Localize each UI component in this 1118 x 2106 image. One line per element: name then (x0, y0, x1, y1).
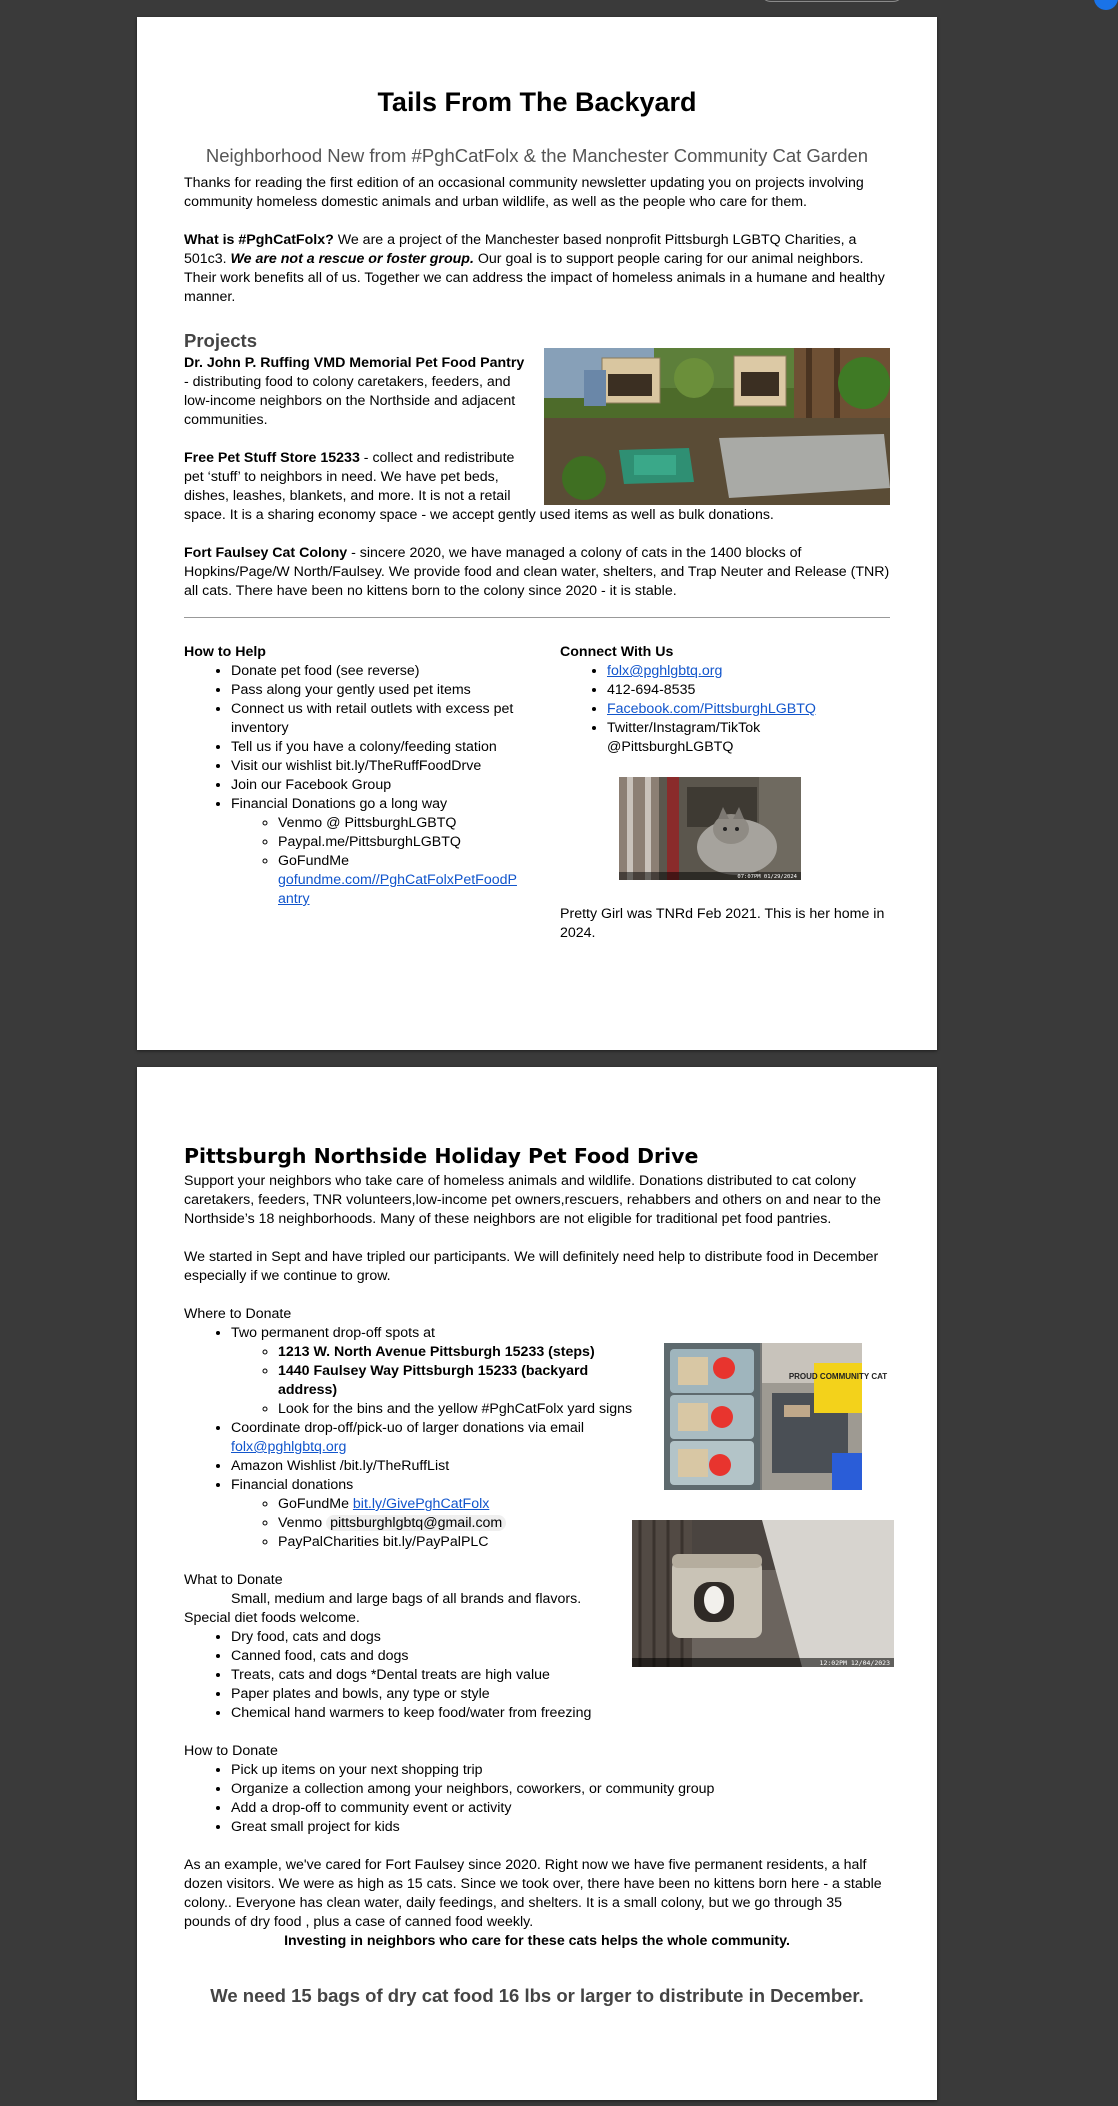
connect-list (560, 662, 830, 757)
list-item (607, 700, 830, 719)
coordinate-text: Coordinate drop-off/pick-uo of larger donations via email (231, 1420, 585, 1436)
food-drive-intro: Support your neighbors who take care of homeless animals and wildlife. Donations distributed to cat colony caretakers, feeders, TNR volunteers,low-income pet owners,rescuers, rehabbers and others on and near to the Northside’s 18 neighborhoods. Many of these neighbors are not eligible for traditional pet food pantries. (184, 1173, 881, 1227)
list-item: ◦ Look for the bins and the yellow #PghCatFolx yard signs (278, 1400, 890, 1419)
list-item: • Twitter/Instagram/TikTok @PittsburghLGBTQ (607, 719, 830, 757)
photo-timestamp: 07:07PM 01/29/2024 (737, 874, 797, 880)
address-2: 1440 Faulsey Way Pittsburgh 15233 (backyard address) (278, 1363, 589, 1398)
project1-title: Dr. John P. Ruffing VMD Memorial Pet Food Pantry (184, 355, 525, 371)
list-item: • Add a drop-off to community event or activity (231, 1799, 890, 1818)
list-item (231, 1419, 611, 1457)
where-to-donate-heading: Where to Donate (184, 1306, 292, 1322)
not-rescue-emphasis: We are not a rescue or foster group. (230, 251, 474, 267)
what-is-label: What is #PghCatFolx? (184, 232, 334, 248)
list-item: • Tell us if you have a colony/feeding station (231, 738, 524, 757)
list-item: • Chemical hand warmers to keep food/water from freezing (231, 1704, 890, 1723)
list-item: • Canned food, cats and dogs (231, 1647, 890, 1666)
list-item (278, 1495, 890, 1514)
list-item: • Join our Facebook Group (231, 776, 524, 795)
list-item: • Donate pet food (see reverse) (231, 662, 524, 681)
list-item (607, 662, 830, 681)
what-is-text-1: We are a project of the Manchester based nonprofit Pittsburgh LGBTQ Charities, a 501c3. (184, 232, 857, 267)
cat-garden-shelters-photo (544, 348, 890, 505)
venmo-label: Venmo (278, 1515, 327, 1531)
list-item: • Treats, cats and dogs *Dental treats are high value (231, 1666, 890, 1685)
newsletter-subtitle: Neighborhood New from #PghCatFolx & the Manchester Community Cat Garden (205, 145, 869, 166)
yard-sign-text: PROUD COMMUNITY CAT (788, 1372, 888, 1381)
list-item (278, 1362, 598, 1400)
how-to-donate-list (184, 1761, 890, 1837)
list-item: • Organize a collection among your neighbors, coworkers, or community group (231, 1780, 890, 1799)
venmo-email-chip[interactable]: pittsburghlgbtq@gmail.com (326, 1515, 506, 1531)
connect-section (560, 643, 900, 943)
donation-bins-photo (664, 1343, 888, 1490)
special-diet-text: Special diet foods welcome. (184, 1610, 360, 1626)
viewer-corner-button[interactable] (1094, 0, 1118, 10)
how-to-help-heading: How to Help (184, 644, 266, 660)
financial-label: Financial donations (231, 1477, 354, 1493)
dry-food-need-statement: We need 15 bags of dry cat food 16 lbs or larger to distribute in December. (210, 1985, 864, 2006)
projects-heading: Projects (184, 330, 258, 351)
list-item: • Dry food, cats and dogs (231, 1628, 890, 1647)
financial-donations-label: Financial Donations go a long way (231, 796, 448, 812)
viewer-toolbar-pill[interactable] (760, 0, 904, 2)
how-to-help-list (184, 662, 524, 909)
how-to-donate-heading: How to Donate (184, 1743, 278, 1759)
project3-title: Fort Faulsey Cat Colony (184, 545, 348, 561)
list-item: • Pass along your gently used pet items (231, 681, 524, 700)
coordinate-email-link[interactable]: folx@pghlgbtq.org (231, 1439, 347, 1455)
document-page-2 (137, 1067, 937, 2100)
gofundme-label: GoFundMe (278, 1496, 353, 1512)
pretty-girl-caption: Pretty Girl was TNRd Feb 2021. This is her home in 2024. (560, 906, 885, 941)
project-fort-faulsey (184, 544, 890, 601)
newsletter-title: Tails From The Backyard (377, 87, 697, 117)
food-drive-started: We started in Sept and have tripled our participants. We will definitely need help to distribute food in December especially if we continue to grow. (184, 1249, 879, 1284)
email-link[interactable]: folx@pghlgbtq.org (607, 663, 723, 679)
gofundme-link[interactable]: gofundme.com//PghCatFolxPetFoodPantry (278, 872, 517, 907)
list-item: • Amazon Wishlist /bit.ly/TheRuffList (231, 1457, 890, 1476)
gofundme-link[interactable]: bit.ly/GivePghCatFolx (352, 1496, 490, 1512)
list-item: ◦ Paypal.me/PittsburghLGBTQ (278, 833, 524, 852)
project2-title: Free Pet Stuff Store 15233 (184, 450, 360, 466)
list-item (278, 852, 524, 909)
what-is-paragraph (184, 231, 890, 307)
dropoff-label: Two permanent drop-off spots at (231, 1325, 435, 1341)
donation-methods-list (231, 814, 524, 909)
document-page-1 (137, 17, 937, 1050)
list-item: • Pick up items on your next shopping trip (231, 1761, 890, 1780)
list-item (231, 795, 524, 909)
gofundme-label: GoFundMe (278, 853, 349, 869)
connect-heading: Connect With Us (560, 644, 674, 660)
cat-shelter-photo (632, 1520, 894, 1667)
what-to-donate-heading: What to Donate (184, 1572, 283, 1588)
list-item: • Visit our wishlist bit.ly/TheRuffFoodDrve (231, 757, 524, 776)
list-item: • Connect us with retail outlets with excess pet inventory (231, 700, 524, 738)
fort-faulsey-example: As an example, we've cared for Fort Faulsey since 2020. Right now we have five permanent residents, a half dozen visitors. We were as high as 15 cats. Since we took over, there have been no kittens born here - a stable colony.. Everyone has clean water, daily feedings, and shelters. It is a small colony, but we go through 35 pounds of dry food , plus a case of canned food weekly. (184, 1857, 882, 1930)
project3-text: - sincere 2020, we have managed a colony of cats in the 1400 blocks of Hopkins/Page/W North/Faulsey. We provide food and clean water, shelters, and Trap Neuter and Release (TNR) all cats. There have been no kittens born to the colony since 2020 - it is stable. (184, 545, 890, 599)
list-item: ◦ Venmo @ PittsburghLGBTQ (278, 814, 524, 833)
section-divider (184, 617, 890, 618)
list-item: ◦ PayPalCharities bit.ly/PayPalPLC (278, 1533, 890, 1552)
list-item: • 412-694-8535 (607, 681, 830, 700)
intro-paragraph: Thanks for reading the first edition of an occasional community newsletter updating you on projects involving community homeless domestic animals and urban wildlife, as well as the people who care for them. (184, 175, 864, 210)
how-to-help-section (184, 643, 524, 909)
list-item: • Paper plates and bowls, any type or style (231, 1685, 890, 1704)
what-to-donate-sizes: Small, medium and large bags of all brands and flavors. (231, 1591, 582, 1607)
investing-statement: Investing in neighbors who care for these cats helps the whole community. (284, 1933, 790, 1949)
photo-timestamp: 12:02PM 12/04/2023 (819, 1659, 890, 1667)
project1-text: - distributing food to colony caretakers, feeders, and low-income neighbors on the Northside and adjacent communities. (184, 374, 516, 428)
address-1: 1213 W. North Avenue Pittsburgh 15233 (steps) (278, 1344, 595, 1360)
pretty-girl-cat-photo (619, 777, 801, 880)
project2-text: - collect and redistribute pet ‘stuff’ to neighbors in need. We have pet beds, dishes, leashes, blankets, and more. It is not a retail space. It is a sharing economy space - we accept gently used items as well as bulk donations. (184, 450, 774, 523)
page1-body (184, 174, 890, 601)
food-drive-title: Pittsburgh Northside Holiday Pet Food Drive (184, 1144, 699, 1168)
facebook-link[interactable]: Facebook.com/PittsburghLGBTQ (607, 701, 816, 717)
what-is-text-2: Our goal is to support people caring for our animal neighbors. Their work benefits all of us. Together we can address the impact of homeless animals in a humane and healthy manner. (184, 251, 885, 305)
list-item: • Great small project for kids (231, 1818, 890, 1837)
